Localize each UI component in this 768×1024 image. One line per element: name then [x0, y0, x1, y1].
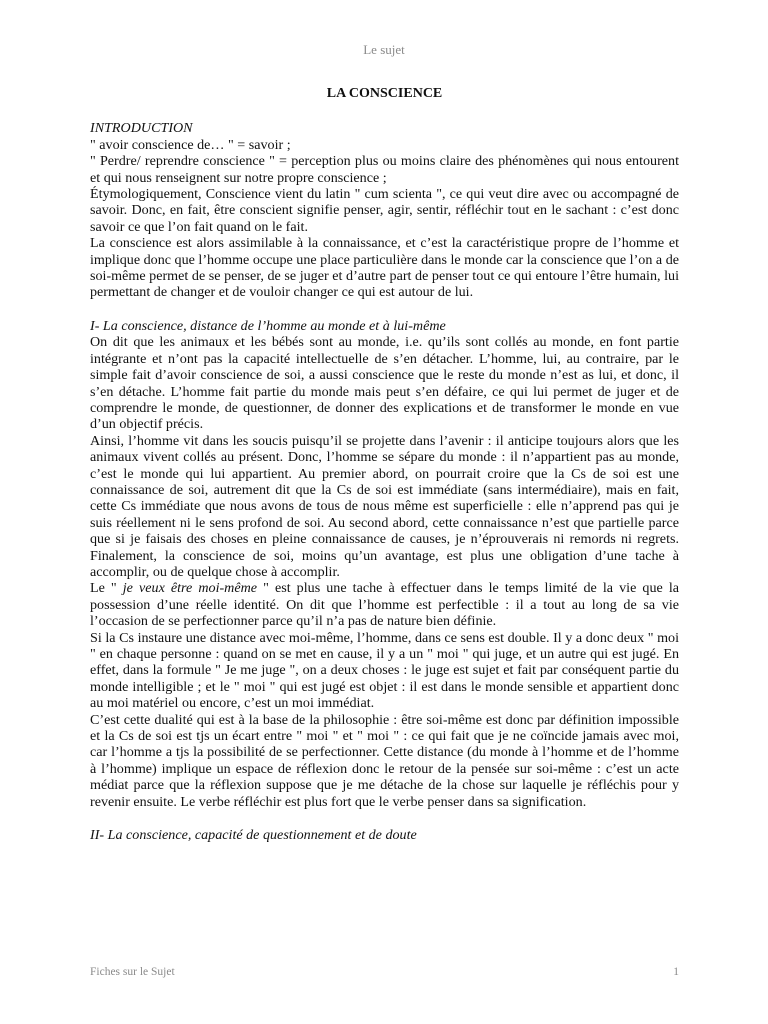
section1-paragraph: C’est cette dualité qui est à la base de la philosophie : être soi-même est donc par définition impossible et la Cs de soi est tjs un écart entre " moi " et " moi " : ce qui fait que je ne coïncide jamais avec moi, car l’homme a tjs la possibilité de se perfectionner. Cette distance (du monde à l’homme et de l’homme à l’homme) implique un espace de réflexion donc le retour de la pensée sur soi-même : c’est un acte médiat parce que la réflexion suppose que je me détache de la chose sur laquelle je réfléchis pour y revenir ensuite. Le verbe réfléchir est plus fort que le verbe penser dans sa signification. [90, 711, 679, 810]
running-header: Le sujet [363, 42, 405, 57]
quote-paragraph [90, 580, 679, 629]
intro-heading: INTRODUCTION [90, 120, 193, 137]
document-title: LA CONSCIENCE [326, 86, 443, 101]
quote-emphasis: je veux être moi-même [122, 580, 258, 597]
section1-paragraph: Si la Cs instaure une distance avec moi-même, l’homme, dans ce sens est double. Il y a donc deux " moi " en chaque personne : quand on se met en cause, il y a un " moi " qui juge, et un autre qui est jugé. En effet, dans la formule " Je me juge ", on a deux choses : le juge est sujet et fait par conséquent partie du monde intelligible ; et le " moi " qui est jugé est objet : il est dans le monde sensible et appartient donc au moi matériel ou encore, c’est un moi immédiat. [90, 629, 679, 712]
quote-before: Le " [90, 580, 123, 597]
quote-after: " est plus une tache à effectuer dans le temps limité de la vie que la possession d’une réelle identité. On dit que l’homme est perfectible : il a tout au long de sa vie l’occasion de se perfectionner parce qu’il n’a pas de nature bien définie. [90, 580, 679, 630]
section1-paragraph: On dit que les animaux et les bébés sont au monde, i.e. qu’ils sont collés au monde, en font partie intégrante et n’ont pas la capacité intellectuelle de s’en détacher. L’homme, lui, au contraire, par le simple fait d’avoir conscience de soi, a aussi conscience que le reste du monde n’est as lui, et donc, il s’en détache. L’homme fait partie du monde mais peut s’en défaire, ce qui lui permet de juger et de comprendre le monde, de questionner, de donner des explications et de transformer le monde en vue d’un objectif précis. [90, 334, 679, 433]
page-number: 1 [673, 966, 679, 978]
intro-paragraph: Étymologiquement, Conscience vient du latin " cum scienta ", ce qui veut dire avec ou accompagné de savoir. Donc, en fait, être conscient signifie penser, agir, sentir, réfléchir tout en le sachant : c’est donc savoir ce que l’on fait quand on le fait. [90, 186, 679, 235]
page-footer [90, 966, 679, 978]
document-body [90, 86, 679, 843]
intro-paragraph: " Perdre/ reprendre conscience " = perception plus ou moins claire des phénomènes qui nous entourent et qui nous renseignent sur notre propre conscience ; [90, 153, 679, 186]
intro-paragraph: La conscience est alors assimilable à la connaissance, et c’est la caractéristique propre de l’homme et implique donc que l’homme occupe une place particulière dans le monde car la conscience que l’on a de soi-même permet de se penser, de se juger et d’autre part de penser tout ce qui entoure l’être humain, lui permettant de changer et de vouloir changer ce qui est autour de lui. [90, 235, 679, 301]
intro-paragraph: " avoir conscience de… " = savoir ; [90, 136, 291, 153]
section1-paragraph: Ainsi, l’homme vit dans les soucis puisqu’il se projette dans l’avenir : il anticipe toujours alors que les animaux vivent collés au présent. Donc, l’homme se sépare du monde : il n’appartient pas au monde, c’est le monde qui lui appartient. Au premier abord, on pourrait croire que la Cs de soi est une connaissance de soi, autrement dit que la Cs de soi est immédiate (sans intermédiaire), mais en fait, cette Cs immédiate que nous avons de tous de nous même est superficielle : elle n’apprend pas qui je suis réellement ni le sens profond de soi. Au second abord, cette connaissance n’est que partielle parce que si je faisais des choses en pleine connaissance de causes, je n’éprouverais ni remords ni regrets. Finalement, la conscience de soi, moins qu’un avantage, est plus une obligation d’une tache à accomplir, ou de quelque chose à accomplir. [90, 432, 679, 580]
section2-heading: II- La conscience, capacité de questionnement et de doute [90, 827, 417, 844]
section1-heading: I- La conscience, distance de l’homme au monde et à lui-même [90, 317, 446, 334]
footer-label: Fiches sur le Sujet [90, 966, 175, 978]
section-spacer [90, 810, 679, 827]
section-spacer [90, 301, 679, 318]
